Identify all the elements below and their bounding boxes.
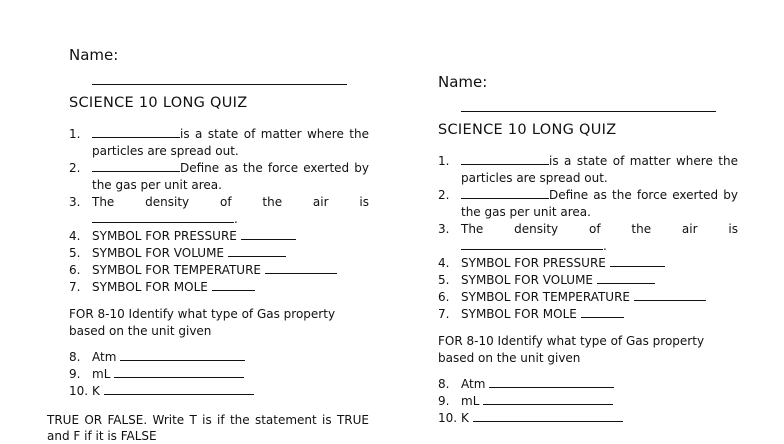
question-number: 3.: [438, 222, 450, 236]
question-word: density: [145, 195, 190, 209]
answer-blank[interactable]: [581, 306, 624, 318]
question-number: 7.: [438, 307, 450, 321]
question-number: 2.: [69, 161, 81, 175]
true-false-instructions: TRUE OR FALSE. Write T is if the statement is TRUE and F if it is FALSE: [47, 413, 369, 443]
question-word: of: [219, 195, 232, 209]
question-item: [438, 187, 738, 221]
section-instructions: FOR 8-10 Identify what type of Gas property based on the unit given: [69, 307, 336, 338]
answer-blank[interactable]: [212, 279, 255, 291]
question-text: SYMBOL FOR VOLUME: [461, 273, 594, 287]
question-item: [438, 272, 738, 289]
answer-blank[interactable]: [597, 272, 655, 284]
answer-blank[interactable]: [92, 160, 180, 172]
question-item: [438, 289, 738, 306]
question-text: SYMBOL FOR PRESSURE: [461, 256, 606, 270]
question-word: air: [312, 195, 329, 209]
question-text: is a state of matter where the particles are spread out.: [92, 127, 369, 158]
question-word: the: [262, 195, 283, 209]
quiz-copy-left: [69, 46, 369, 400]
question-number: 5.: [69, 246, 81, 260]
question-text: SYMBOL FOR MOLE: [461, 307, 577, 321]
question-number: 9.: [69, 367, 81, 381]
question-item: [69, 228, 369, 245]
question-number: 1.: [69, 127, 81, 141]
question-item: [69, 160, 369, 194]
answer-blank[interactable]: [92, 126, 180, 138]
question-number: 7.: [69, 280, 81, 294]
question-number: 8.: [69, 350, 81, 364]
answer-blank[interactable]: [461, 153, 549, 165]
unit-item: [69, 383, 369, 400]
question-item: [438, 255, 738, 272]
question-tail: .: [234, 212, 238, 226]
unit-item: [438, 393, 738, 410]
answer-blank[interactable]: [104, 383, 254, 395]
unit-question-list: [438, 376, 738, 427]
question-number: 10.: [69, 384, 89, 398]
answer-blank[interactable]: [483, 393, 613, 405]
question-text: SYMBOL FOR TEMPERATURE: [461, 290, 631, 304]
question-item: [438, 153, 738, 187]
question-number: 10.: [438, 411, 458, 425]
answer-blank[interactable]: [241, 228, 296, 240]
unit-text: mL: [92, 367, 111, 381]
question-item: [69, 279, 369, 296]
question-number: 9.: [438, 394, 450, 408]
answer-blank[interactable]: [120, 349, 245, 361]
question-text: SYMBOL FOR TEMPERATURE: [92, 263, 262, 277]
question-number: 4.: [69, 229, 81, 243]
question-text-spread: [461, 221, 738, 238]
answer-blank[interactable]: [228, 245, 286, 257]
unit-text: Atm: [92, 350, 117, 364]
answer-blank[interactable]: [634, 289, 706, 301]
answer-blank[interactable]: [92, 211, 234, 223]
question-item: [69, 245, 369, 262]
quiz-title: SCIENCE 10 LONG QUIZ: [69, 95, 248, 111]
answer-blank[interactable]: [265, 262, 337, 274]
unit-item: [69, 349, 369, 366]
name-label: Name:: [69, 46, 119, 64]
question-text: is a state of matter where the particles are spread out.: [461, 154, 738, 185]
question-number: 6.: [69, 263, 81, 277]
unit-question-list: [69, 349, 369, 400]
question-word: of: [588, 222, 601, 236]
question-number: 6.: [438, 290, 450, 304]
question-number: 2.: [438, 188, 450, 202]
question-number: 8.: [438, 377, 450, 391]
unit-item: [438, 376, 738, 393]
question-word: density: [514, 222, 559, 236]
unit-text: K: [92, 384, 100, 398]
answer-blank[interactable]: [610, 255, 665, 267]
answer-blank[interactable]: [489, 376, 614, 388]
quiz-copy-right: [438, 73, 738, 427]
question-text: SYMBOL FOR MOLE: [92, 280, 208, 294]
answer-blank[interactable]: [461, 187, 549, 199]
question-number: 4.: [438, 256, 450, 270]
question-item: [69, 262, 369, 279]
answer-blank[interactable]: [114, 366, 244, 378]
question-word: The: [92, 195, 115, 209]
question-number: 1.: [438, 154, 450, 168]
question-number: 5.: [438, 273, 450, 287]
unit-text: mL: [461, 394, 480, 408]
question-item: [438, 221, 738, 255]
name-blank-line[interactable]: [92, 64, 347, 85]
question-word: the: [631, 222, 652, 236]
question-text: SYMBOL FOR VOLUME: [92, 246, 225, 260]
unit-text: K: [461, 411, 469, 425]
question-tail: .: [603, 239, 607, 253]
question-word: is: [728, 222, 738, 236]
answer-blank[interactable]: [473, 410, 623, 422]
name-blank-line[interactable]: [461, 91, 716, 112]
question-item: [438, 306, 738, 323]
question-item: [69, 126, 369, 160]
unit-item: [69, 366, 369, 383]
question-word: The: [461, 222, 484, 236]
quiz-title: SCIENCE 10 LONG QUIZ: [438, 122, 617, 138]
answer-blank[interactable]: [461, 238, 603, 250]
question-item: [69, 194, 369, 228]
question-word: air: [681, 222, 698, 236]
question-text: Define as the force exerted by the gas per unit area.: [92, 161, 369, 192]
question-word: is: [359, 195, 369, 209]
unit-item: [438, 410, 738, 427]
question-text: SYMBOL FOR PRESSURE: [92, 229, 237, 243]
unit-text: Atm: [461, 377, 486, 391]
question-text-spread: [92, 194, 369, 211]
section-instructions: FOR 8-10 Identify what type of Gas property based on the unit given: [438, 334, 705, 365]
question-number: 3.: [69, 195, 81, 209]
question-list: [69, 126, 369, 296]
name-label: Name:: [438, 73, 488, 91]
question-list: [438, 153, 738, 323]
question-text: Define as the force exerted by the gas per unit area.: [461, 188, 738, 219]
